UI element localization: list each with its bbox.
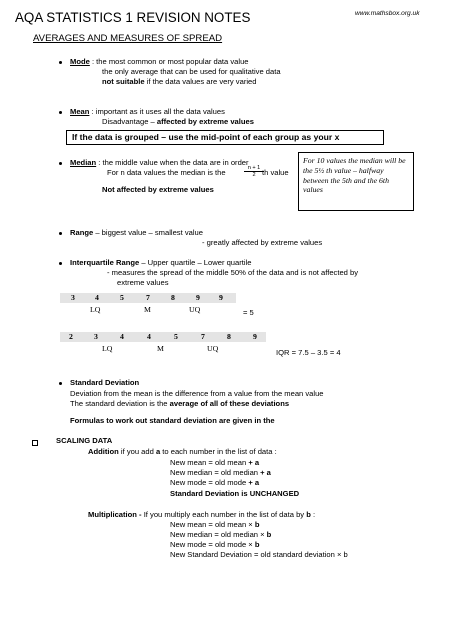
iqr-row1-lq: LQ xyxy=(90,305,101,314)
median-note-box: For 10 values the median will be the 5½ th value – halfway between the 5th and the 6th values xyxy=(298,152,414,211)
sd-line1: Deviation from the mean is the difference from a value from the mean value xyxy=(70,389,324,398)
iqr-row2-value: 4 xyxy=(147,332,151,341)
page-title: AQA STATISTICS 1 REVISION NOTES xyxy=(15,10,251,25)
scaling-title: SCALING DATA xyxy=(56,436,113,445)
iqr-row1-value: 5 xyxy=(120,293,124,302)
iqr-row1-value: 9 xyxy=(219,293,223,302)
grouped-data-box: If the data is grouped – use the mid-point of each group as your x xyxy=(66,130,384,145)
iqr-row1-m: M xyxy=(144,305,151,314)
mode-line3: not suitable if the data values are very varied xyxy=(102,77,257,86)
multiplication-sd: New Standard Deviation = old standard deviation × b xyxy=(170,550,348,559)
iqr-row2-value: 9 xyxy=(253,332,257,341)
iqr-row1-result: = 5 xyxy=(243,308,254,317)
iqr-row2-result: IQR = 7.5 – 3.5 = 4 xyxy=(276,348,341,357)
iqr-row2-value: 4 xyxy=(120,332,124,341)
iqr-row2-uq: UQ xyxy=(207,344,219,353)
iqr-row1-value: 3 xyxy=(71,293,75,302)
iqr-line3: extreme values xyxy=(117,278,169,287)
mean-line1: Mean : important as it uses all the data values xyxy=(70,107,225,116)
iqr-row2-value: 2 xyxy=(69,332,73,341)
range-line1: Range – biggest value – smallest value xyxy=(70,228,203,237)
bullet-iqr xyxy=(59,262,62,265)
iqr-row2-m: M xyxy=(157,344,164,353)
iqr-row2-lq: LQ xyxy=(102,344,113,353)
iqr-row1-value: 4 xyxy=(95,293,99,302)
addition-intro: Addition if you add a to each number in the list of data : xyxy=(88,447,277,456)
multiplication-median: New median = old median × b xyxy=(170,530,272,539)
median-th-value: th value xyxy=(262,168,289,177)
median-line2: For n data values the median is the xyxy=(107,168,226,177)
median-fraction: n + 1 2 xyxy=(244,165,264,178)
addition-mean: New mean = old mean + a xyxy=(170,458,260,467)
range-line2: - greatly affected by extreme values xyxy=(202,238,323,247)
median-line1: Median : the middle value when the data are in order xyxy=(70,158,249,167)
iqr-row1-value: 7 xyxy=(146,293,150,302)
addition-sd: Standard Deviation is UNCHANGED xyxy=(170,489,300,498)
bullet-mean xyxy=(59,111,62,114)
iqr-row2-shading xyxy=(60,332,266,342)
website-url: www.mathsbox.org.uk xyxy=(355,10,420,17)
median-line3: Not affected by extreme values xyxy=(102,185,214,194)
bullet-range xyxy=(59,232,62,235)
multiplication-mode: New mode = old mode × b xyxy=(170,540,260,549)
mean-line2: Disadvantage – affected by extreme values xyxy=(102,117,254,126)
iqr-row2-value: 3 xyxy=(94,332,98,341)
mode-line2: the only average that can be used for qualitative data xyxy=(102,67,281,76)
iqr-row2-value: 7 xyxy=(201,332,205,341)
multiplication-mean: New mean = old mean × b xyxy=(170,520,260,529)
sd-heading: Standard Deviation xyxy=(70,378,140,387)
mode-line1: Mode : the most common or most popular data value xyxy=(70,57,249,66)
iqr-line1: Interquartile Range – Upper quartile – Lower quartile xyxy=(70,258,252,267)
bullet-mode xyxy=(59,61,62,64)
bullet-median xyxy=(59,162,62,165)
sd-line2: The standard deviation is the average of all of these deviations xyxy=(70,399,290,408)
bullet-sd xyxy=(59,382,62,385)
addition-median: New median = old median + a xyxy=(170,468,271,477)
iqr-row2-value: 5 xyxy=(174,332,178,341)
iqr-row1-value: 8 xyxy=(171,293,175,302)
iqr-row1-value: 9 xyxy=(196,293,200,302)
addition-mode: New mode = old mode + a xyxy=(170,478,260,487)
iqr-line2: - measures the spread of the middle 50% of the data and is not affected by xyxy=(107,268,359,277)
sd-line3: Formulas to work out standard deviation are given in the xyxy=(70,416,275,425)
multiplication-intro: Multiplication - If you multiply each number in the list of data by b : xyxy=(88,510,316,519)
section-subtitle: AVERAGES AND MEASURES OF SPREAD xyxy=(33,33,223,44)
checkbox-bullet-icon xyxy=(32,440,38,446)
iqr-row1-uq: UQ xyxy=(189,305,201,314)
iqr-row2-value: 8 xyxy=(227,332,231,341)
